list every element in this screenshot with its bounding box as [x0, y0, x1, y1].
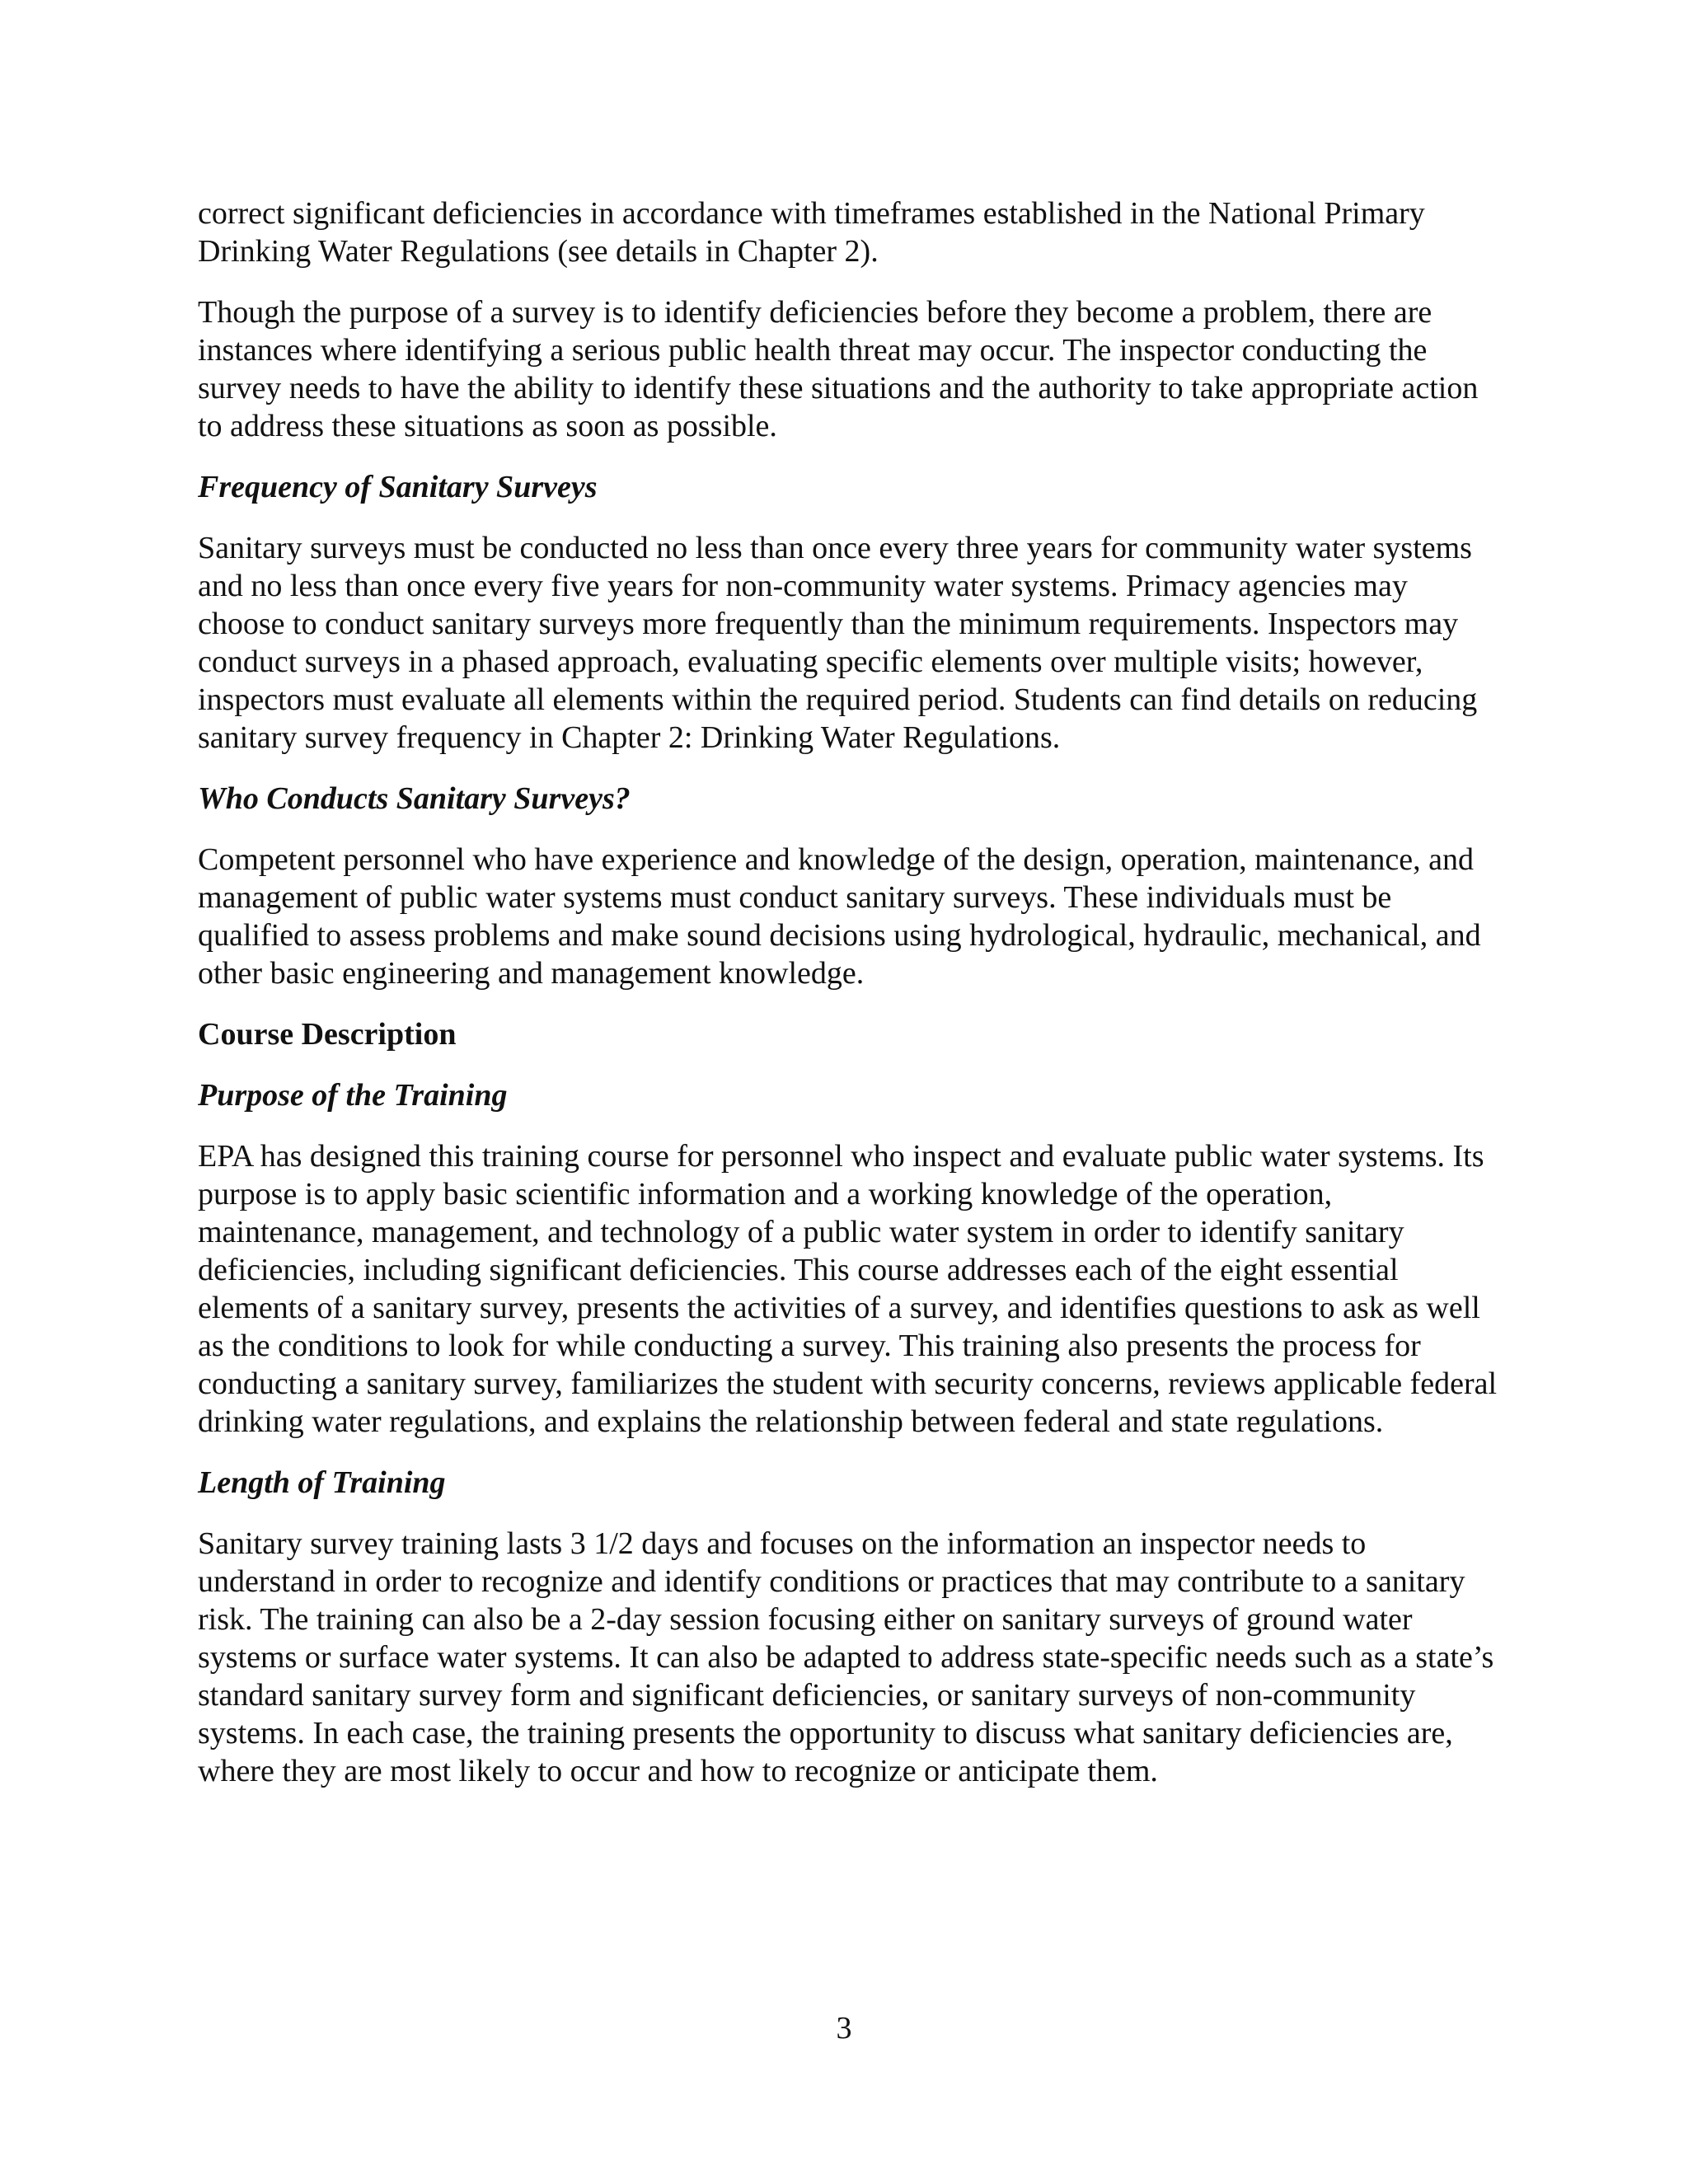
page-number: 3	[836, 2011, 852, 2046]
paragraph-who-conducts: Competent personnel who have experience and knowledge of the design, operation, maintenance, and management of public water systems must conduct sanitary surveys. These individuals must be qualified to assess problems and make sound decisions using hydrological, hydraulic, mechanical, and other basic engineering and management knowledge.	[198, 842, 1481, 991]
heading-frequency-of-sanitary-surveys: Frequency of Sanitary Surveys	[198, 470, 598, 504]
heading-length-of-training: Length of Training	[198, 1465, 446, 1500]
heading-who-conducts-sanitary-surveys: Who Conducts Sanitary Surveys?	[198, 781, 631, 816]
page-content	[198, 194, 1500, 1813]
heading-course-description: Course Description	[198, 1017, 457, 1052]
paragraph-length-of-training: Sanitary survey training lasts 3 1/2 days and focuses on the information an inspector needs to understand in order to recognize and identify conditions or practices that may contribute to a sanitary risk. The training can also be a 2-day session focusing either on sanitary surveys of ground water systems or surface water systems. It can also be adapted to address state-specific needs such as a state’s standard sanitary survey form and significant deficiencies, or sanitary surveys of non-community systems. In each case, the training presents the opportunity to discuss what sanitary deficiencies are, where they are most likely to occur and how to recognize or anticipate them.	[198, 1526, 1494, 1788]
paragraph-significant-deficiencies: correct significant deficiencies in accordance with timeframes established in the National Primary Drinking Water Regulations (see details in Chapter 2).	[198, 196, 1425, 269]
heading-purpose-of-the-training: Purpose of the Training	[198, 1078, 508, 1113]
paragraph-frequency: Sanitary surveys must be conducted no less than once every three years for community water systems and no less than once every five years for non-community water systems. Primacy agencies may choose to conduct sanitary surveys more frequently than the minimum requirements. Inspectors may conduct surveys in a phased approach, evaluating specific elements over multiple visits; however, inspectors must evaluate all elements within the required period. Students can find details on reducing sanitary survey frequency in Chapter 2: Drinking Water Regulations.	[198, 531, 1478, 755]
paragraph-survey-purpose: Though the purpose of a survey is to identify deficiencies before they become a problem, there are instances where identifying a serious public health threat may occur. The inspector conducting the survey needs to have the ability to identify these situations and the authority to take appropriate action to address these situations as soon as possible.	[198, 295, 1479, 443]
paragraph-purpose-of-training: EPA has designed this training course for personnel who inspect and evaluate public water systems. Its purpose is to apply basic scientific information and a working knowledge of the operation, maintenance, management, and technology of a public water system in order to identify sanitary deficiencies, including significant deficiencies. This course addresses each of the eight essential elements of a sanitary survey, presents the activities of a survey, and identifies questions to ask as well as the conditions to look for while conducting a survey. This training also presents the process for conducting a sanitary survey, familiarizes the student with security concerns, reviews applicable federal drinking water regulations, and explains the relationship between federal and state regulations.	[198, 1139, 1498, 1439]
